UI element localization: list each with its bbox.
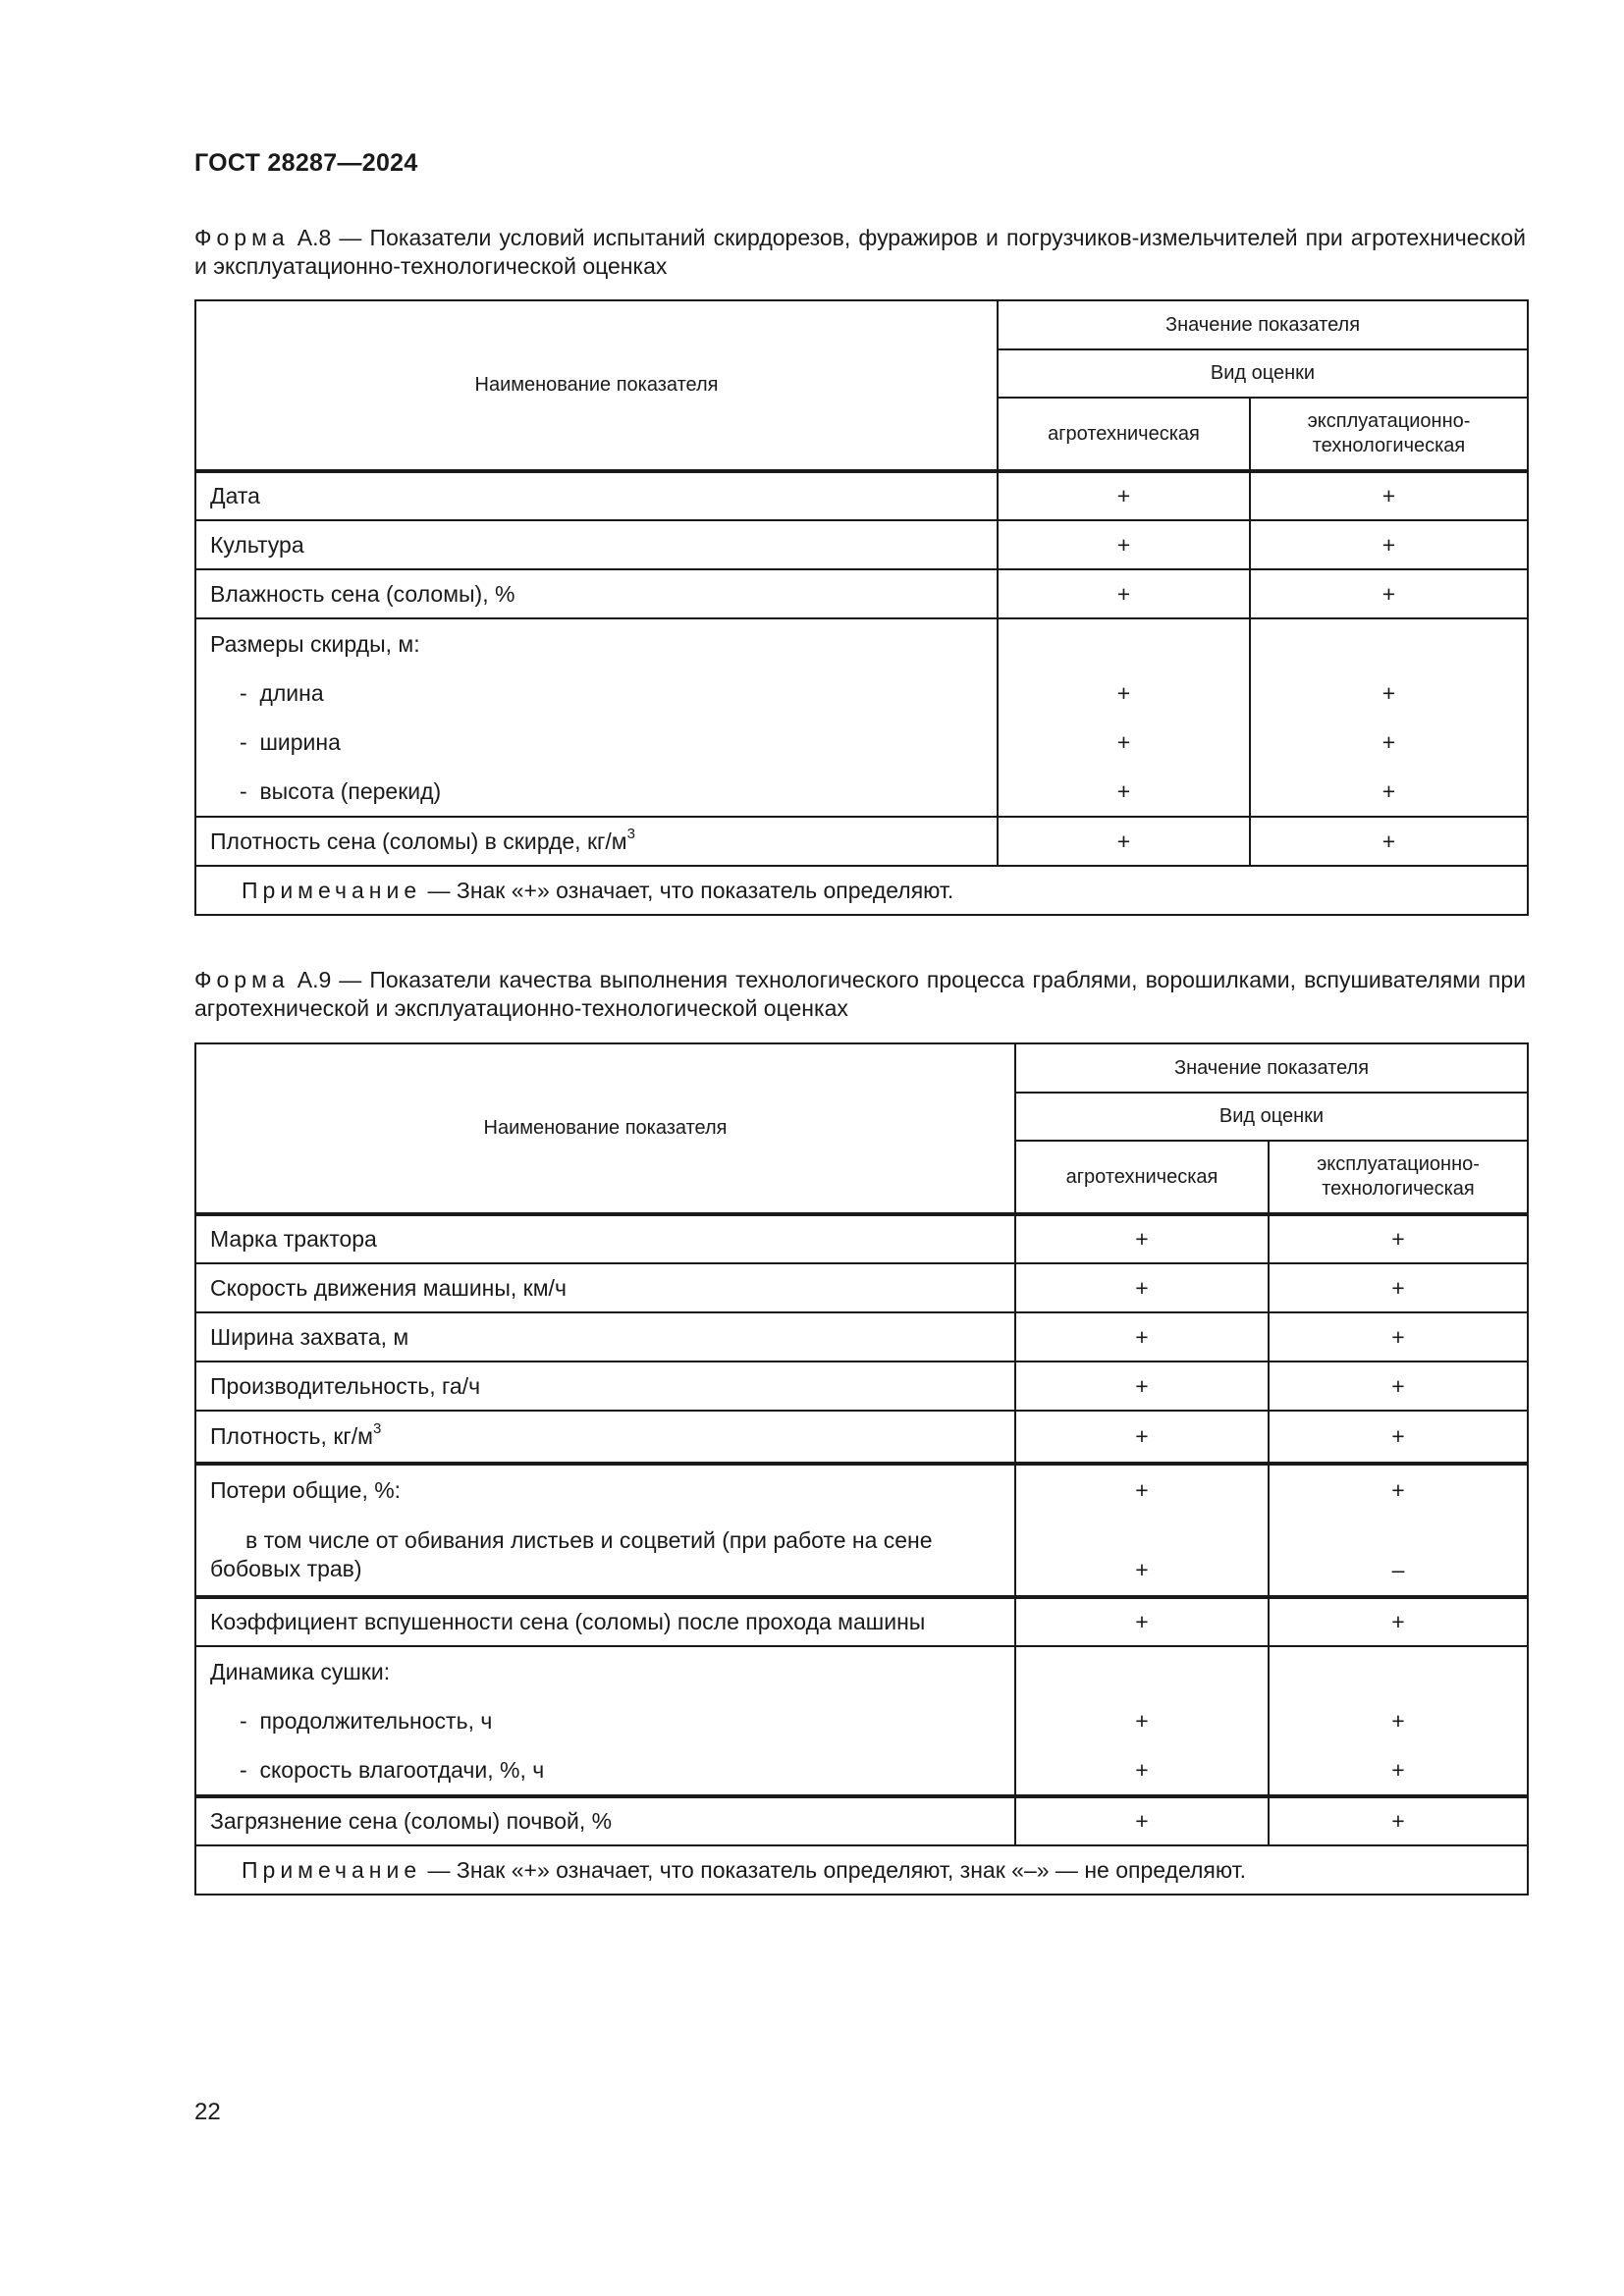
caption-text: А.9 — Показатели качества выполнения технологического процесса граблями, ворошилками, вспушивателями при агротехнической и эксплуатационно-технологической оценках [194,967,1526,1021]
group-agro-cell [998,618,1250,817]
table-a8 [194,299,1529,916]
group-item: - ширина [240,728,341,755]
group-name-cell [195,618,998,817]
table-row [195,1597,1528,1646]
row-expl-value: + [1269,1362,1528,1411]
row-name: Марка трактора [195,1214,1015,1263]
drying-expl-value: + [1391,1756,1405,1783]
row-name: Влажность сена (соломы), % [195,569,998,618]
col-header-agro: агротехническая [998,398,1250,471]
group-item: - высота (перекид) [240,777,442,804]
row-name: Скорость движения машины, км/ч [195,1263,1015,1312]
table-row [195,1411,1528,1464]
row-expl-value: + [1269,1796,1528,1845]
group-expl-value: + [1381,777,1396,804]
col-header-value: Значение показателя [1015,1043,1528,1093]
caption-form-word: Форма [194,967,290,992]
table-row [195,817,1528,866]
table-note-row [195,866,1528,915]
drying-item: - продолжительность, ч [240,1707,493,1734]
row-name [195,817,998,866]
drying-agro-value: + [1135,1756,1149,1783]
losses-agro-cell [1015,1464,1269,1597]
row-expl-value: + [1269,1263,1528,1312]
drying-item-label: скорость влагоотдачи, %, ч [259,1756,545,1783]
table-a9-caption [194,966,1526,1023]
col-header-agro: агротехническая [1015,1141,1269,1214]
row-name: Производительность, га/ч [195,1362,1015,1411]
table-row [195,1362,1528,1411]
drying-item-label: продолжительность, ч [259,1707,493,1734]
row-agro-value: + [1015,1263,1269,1312]
drying-agro-cell [1015,1646,1269,1796]
row-expl-value: + [1250,817,1528,866]
note-label: Примечание [242,877,422,903]
drying-name-cell [195,1646,1015,1796]
losses-sub-label: в том числе от обивания листьев и соцветий (при работе на сене бобовых трав) [210,1527,933,1581]
row-agro-value: + [1015,1411,1269,1464]
note-text: — Знак «+» означает, что показатель определяют, знак «–» — не определяют. [421,1856,1246,1883]
caption-text: А.8 — Показатели условий испытаний скирдорезов, фуражиров и погрузчиков-измельчителей при агротехнической и эксплуатационно-технологической оценках [194,225,1526,279]
drying-expl-cell [1269,1646,1528,1796]
table-row [195,520,1528,569]
row-expl-value: + [1250,520,1528,569]
row-expl-value: + [1250,569,1528,618]
group-item: - длина [240,679,324,706]
row-name [195,1411,1015,1464]
group-agro-value: + [1116,777,1131,804]
row-expl-value: + [1269,1214,1528,1263]
row-agro-value: + [998,471,1250,520]
drying-item: - скорость влагоотдачи, %, ч [240,1756,545,1783]
col-header-name: Наименование показателя [195,300,998,471]
row-name: Ширина захвата, м [195,1312,1015,1362]
row-expl-value: + [1269,1312,1528,1362]
row-agro-value: + [1015,1214,1269,1263]
row-expl-value: + [1250,471,1528,520]
losses-sub-agro-value: + [1135,1557,1149,1582]
group-item-label: длина [259,679,324,706]
row-name: Культура [195,520,998,569]
drying-title: Динамика сушки: [210,1658,391,1684]
document-header: ГОСТ 28287—2024 [194,149,418,177]
table-note [195,866,1528,915]
table-row [195,569,1528,618]
col-header-name: Наименование показателя [195,1043,1015,1214]
row-name: Коэффициент вспушенности сена (соломы) после прохода машины [195,1597,1015,1646]
losses-agro-value: + [1135,1476,1149,1503]
page-number: 22 [194,2099,221,2125]
row-agro-value: + [998,569,1250,618]
table-a9 [194,1042,1529,1896]
col-header-expl: эксплуатационно-технологическая [1250,398,1528,471]
row-agro-value: + [1015,1362,1269,1411]
table-row [195,1263,1528,1312]
row-agro-value: + [1015,1796,1269,1845]
losses-sub [210,1515,1001,1595]
caption-form-word: Форма [194,225,290,250]
superscript: 3 [626,825,635,842]
table-row-group [195,1646,1528,1796]
table-note [195,1845,1528,1895]
col-header-kind: Вид оценки [998,349,1528,398]
density-label: Плотность, кг/м [210,1423,373,1449]
losses-expl-value: + [1391,1476,1405,1503]
drying-agro-value: + [1135,1707,1149,1734]
row-agro-value: + [1015,1312,1269,1362]
group-agro-value: + [1116,728,1131,755]
row-agro-value: + [1015,1597,1269,1646]
note-label: Примечание [242,1856,422,1883]
note-text: — Знак «+» означает, что показатель определяют. [421,877,954,903]
row-agro-value: + [998,520,1250,569]
col-header-expl: эксплуатационно-технологическая [1269,1141,1528,1214]
table-note-row [195,1845,1528,1895]
table-row [195,1312,1528,1362]
group-item-label: высота (перекид) [259,777,442,804]
row-name: Загрязнение сена (соломы) почвой, % [195,1796,1015,1845]
col-header-kind: Вид оценки [1015,1093,1528,1141]
table-a8-caption [194,224,1526,281]
row-expl-value: + [1269,1411,1528,1464]
table-row [195,471,1528,520]
superscript: 3 [372,1420,382,1438]
drying-expl-value: + [1391,1707,1405,1734]
losses-expl-cell [1269,1464,1528,1597]
group-item-label: ширина [259,728,341,755]
table-row-group [195,618,1528,817]
col-header-value: Значение показателя [998,300,1528,349]
table-row [195,1796,1528,1845]
table-row-group [195,1464,1528,1597]
group-expl-cell [1250,618,1528,817]
table-row [195,1214,1528,1263]
losses-sub-expl-value: – [1391,1557,1405,1582]
row-agro-value: + [998,817,1250,866]
density-label: Плотность сена (соломы) в скирде, кг/м [210,828,627,854]
group-agro-value: + [1116,679,1131,706]
group-expl-value: + [1381,728,1396,755]
losses-title: Потери общие, %: [210,1476,402,1503]
row-expl-value: + [1269,1597,1528,1646]
group-expl-value: + [1381,679,1396,706]
row-name: Дата [195,471,998,520]
losses-name-cell [195,1464,1015,1597]
group-title: Размеры скирды, м: [210,630,420,657]
